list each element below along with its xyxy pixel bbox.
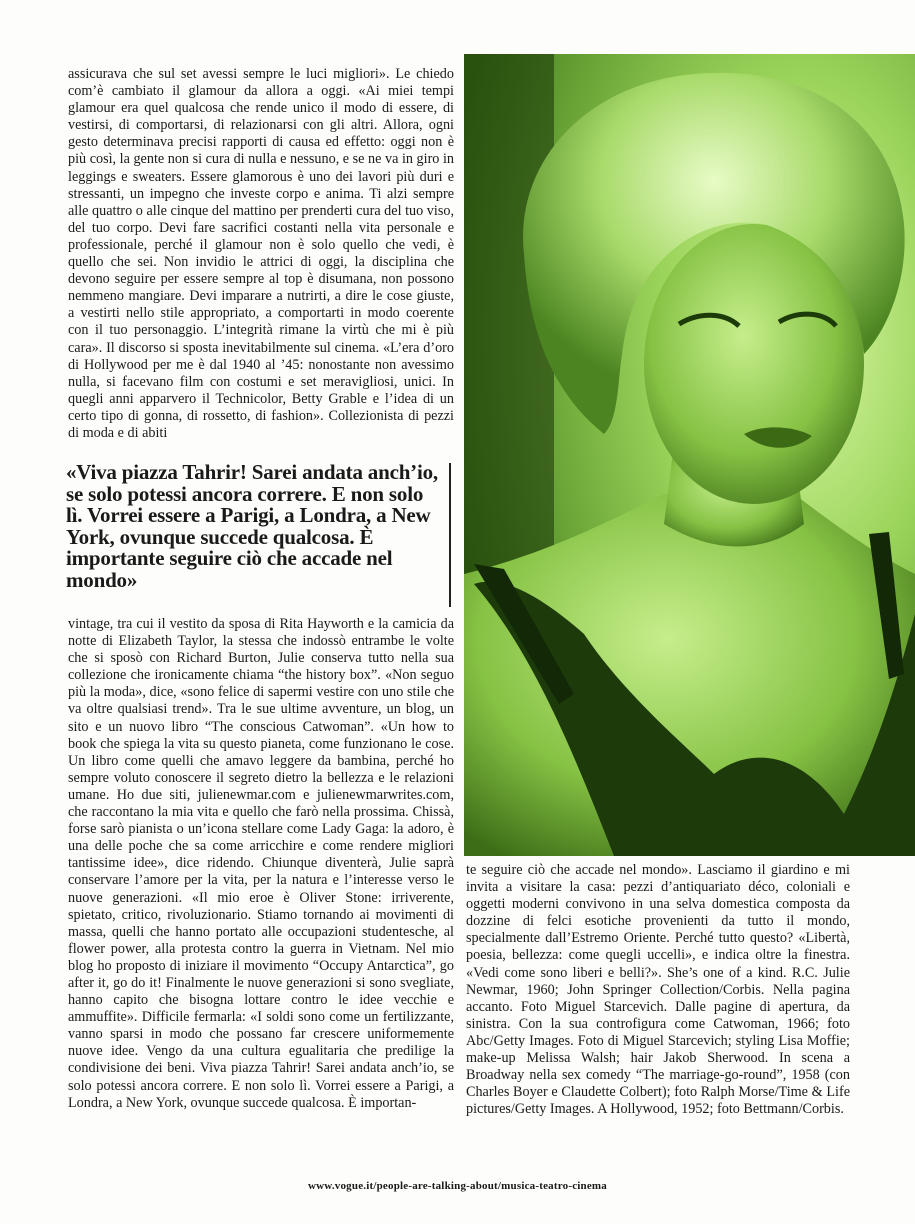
page-footer [0,1180,915,1192]
article-text-top: assicurava che sul set avessi sempre le luci migliori». Le chiedo com’è cambiato il glamour da allora a oggi. «Ai miei tempi glamour era quel qualcosa che rende unico il modo di essere, di vestirsi, di comportarsi, di relazionarsi con gli altri. Allora, ogni gesto determinava precisi rapporti di causa ed effetto: oggi non è più così, la gente non si cura di nulla e nessuno, e se ne va in giro in leggings e sweaters. Essere glamorous è uno dei lavori più duri e stressanti, un impegno che investe corpo e anima. Ti alzi sempre alle quattro o alle cinque del mattino per prenderti cura del tuo viso, del tuo corpo. Devi fare sacrifici costanti nella vita personale e professionale, perché il glamour non è solo quello che vedi, è quello che sei. Non invidio le attrici di oggi, la disciplina che devono seguire per essere sempre al top è disumana, non possono nemmeno mangiare. Devi imparare a nutrirti, a dire le cose giuste, a vestirti nello stile appropriato, a comportarti in modo coerente con il tuo personaggio. L’integrità rimane la virtù che mi è più cara». Il discorso si sposta inevitabilmente sul cinema. «L’era d’oro di Hollywood per me è dal 1940 al ’45: nonostante non avessimo nulla, si facevano film con costumi e set meravigliosi, unici. In quegli anni apparvero il Technicolor, Betty Grable e l’idea di un certo tipo di gonna, di rossetto, di fashion». Collezionista di pezzi di moda e di abiti [68,66,454,441]
article-text-bottom: vintage, tra cui il vestito da sposa di Rita Hayworth e la camicia da notte di Elizabeth Taylor, la stessa che indossò entrambe le volte che si sposò con Richard Burton, Julie conserva tutto nella sua collezione che ironicamente chiama “the history box”. «Non seguo più la moda», dice, «sono felice di sapermi vestire con uno stile che va oltre qualsiasi trend». Tra le sue ultime avventure, un blog, un sito e un nuovo libro “The conscious Catwoman”. «Un how to book che spiega la vita su questo pianeta, come funzionano le cose. Un libro come quelli che amavo leggere da bambina, perché ho sempre voluto conoscere il segreto dietro la bellezza e le relazioni umane. Ho due siti, julienewmar.com e julienewmarwrites.com, che raccontano la mia vita e quello che farò nella prossima. Chissà, forse sarò pianista o un’icona stellare come Lady Gaga: la adoro, è una delle poche che sa come arricchire e come rendere migliori tantissime idee», dice ridendo. Chiunque diventerà, Julie saprà conservare l’amore per la vita, per la natura e l’interesse verso le nuove generazioni. «Il mio eroe è Oliver Stone: irriverente, spietato, critico, rivoluzionario. Stiamo tornando ai movimenti di massa, quelli che hanno portato alle occupazioni studentesche, al flower power, alla protesta contro la guerra in Vietnam. Nel mio blog ho proposto di iniziare il movimento “Occupy Antarctica”, go after it, go do it! Finalmente le nuove generazioni si sono svegliate, hanno capito che bisogna lottare contro le idee vecchie e ammuffite». Difficile fermarla: «I soldi sono come un fertilizzante, vanno sparsi in modo che possano far crescere uniformemente nuove idee. Vengo da una cultura egualitaria che predilige la condivisione dei beni. Viva piazza Tahrir! Sarei andata anch’io, se solo potessi ancora correre. E non solo lì. Vorrei essere a Parigi, a Londra, a New York, ovunque succede qualcosa. È importan- [68,616,454,1111]
footer-url[interactable]: www.vogue.it/people-are-talking-about/musica-teatro-cinema [308,1180,607,1192]
article-column-left-top [68,66,454,442]
portrait-photo [464,54,915,856]
pull-quote: «Viva piazza Tahrir! Sarei andata anch’io, se solo potessi ancora correre. E non solo lì. Vorrei essere a Parigi, a Londra, a New York, ovunque succede qualcosa. È importante seguire ciò che accade nel mondo» [66,460,438,592]
article-text-right: te seguire ciò che accade nel mondo». Lasciamo il giardino e mi invita a visitare la casa: pezzi d’antiquariato déco, coloniali e oggetti moderni convivono in una selva domestica composta da dozzine di felci esotiche provenienti da tutto il mondo, specialmente dall’Estremo Oriente. Perché tutto questo? «Libertà, poesia, bellezza: come quegli uccelli», e indica oltre la finestra. «Vedi come sono liberi e belli?». She’s one of a kind. R.C. Julie Newmar, 1960; John Springer Collection/Corbis. Nella pagina accanto. Foto Miguel Starcevich. Dalle pagine di apertura, da sinistra. Con la sua controfigura come Catwoman, 1966; foto Abc/Getty Images. Foto di Miguel Starcevich; styling Lisa Moffie; make-up Melissa Walsh; hair Jakob Sherwood. In scena a Broadway nella sex comedy “The marriage-go-round”, 1958 (con Charles Boyer e Claudette Colbert); foto Ralph Morse/Time & Life pictures/Getty Images. A Hollywood, 1952; foto Bettmann/Corbis. [466,862,850,1118]
portrait-illustration [464,54,915,856]
article-column-right [466,862,850,1118]
article-column-left-bottom [68,616,454,1112]
pull-quote-rule [449,463,451,607]
